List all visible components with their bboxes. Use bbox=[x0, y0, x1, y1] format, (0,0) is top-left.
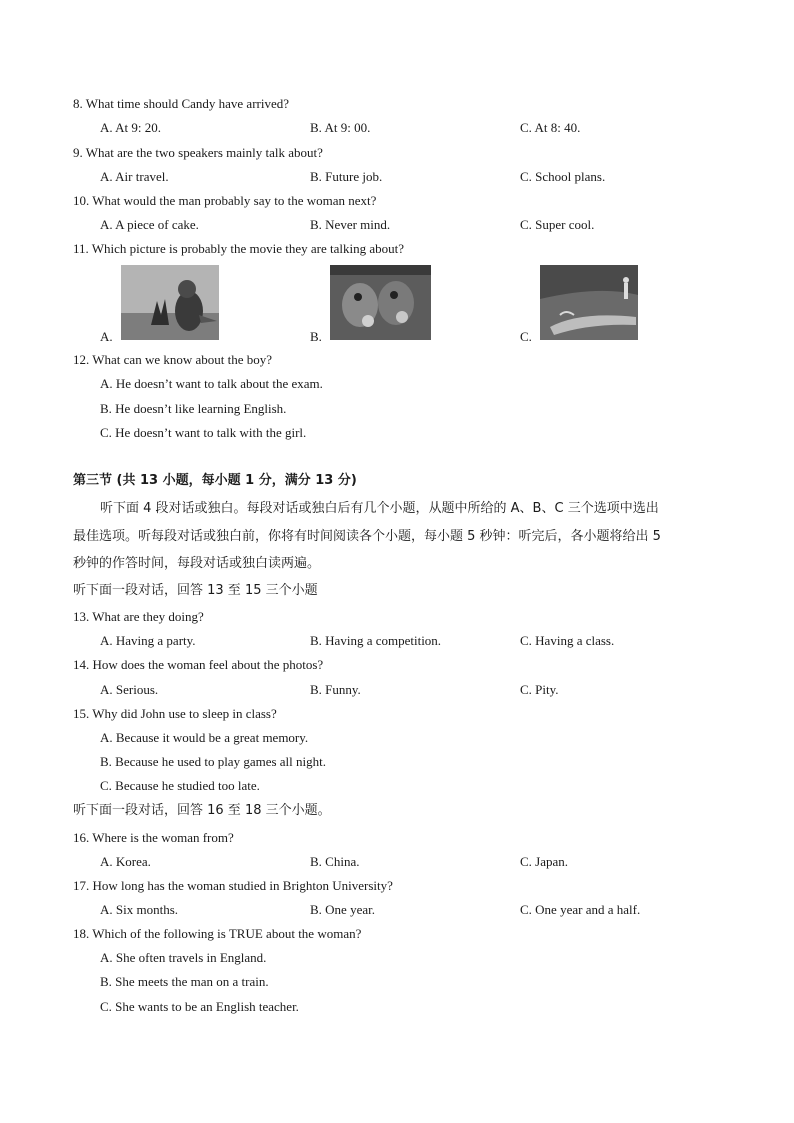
movie-still-a-image bbox=[121, 265, 219, 340]
question-17-stem: 17. How long has the woman studied in Brighton University? bbox=[73, 878, 393, 893]
question-16-stem: 16. Where is the woman from? bbox=[73, 830, 234, 845]
question-14-stem: 14. How does the woman feel about the photos? bbox=[73, 657, 324, 672]
section-3-instruction-line-3: 秒钟的作答时间，每段对话或独白读两遍。 bbox=[73, 556, 321, 571]
question-16-option-b: B. China. bbox=[310, 854, 360, 869]
question-8-option-b: B. At 9: 00. bbox=[310, 120, 371, 135]
group-1-instruction: 听下面一段对话，回答 13 至 15 三个小题 bbox=[73, 583, 318, 598]
question-13-option-a: A. Having a party. bbox=[100, 633, 196, 648]
question-17-option-c: C. One year and a half. bbox=[520, 902, 641, 917]
question-15-option-b: B. Because he used to play games all night. bbox=[100, 754, 327, 769]
question-8-option-c: C. At 8: 40. bbox=[520, 120, 581, 135]
question-15-option-a: A. Because it would be a great memory. bbox=[100, 730, 309, 745]
question-11-option-a: A. bbox=[100, 329, 113, 344]
question-10-stem: 10. What would the man probably say to the woman next? bbox=[73, 193, 377, 208]
question-11-option-b: B. bbox=[310, 329, 322, 344]
question-13-stem: 13. What are they doing? bbox=[73, 609, 204, 624]
question-18-option-c: C. She wants to be an English teacher. bbox=[100, 999, 299, 1014]
question-18-option-b: B. She meets the man on a train. bbox=[100, 974, 269, 989]
group-2-instruction: 听下面一段对话，回答 16 至 18 三个小题。 bbox=[73, 803, 331, 818]
question-8-option-a: A. At 9: 20. bbox=[100, 120, 162, 135]
question-10-option-a: A. A piece of cake. bbox=[100, 217, 199, 232]
question-16-option-a: A. Korea. bbox=[100, 854, 151, 869]
question-9-option-a: A. Air travel. bbox=[100, 169, 169, 184]
question-17-option-b: B. One year. bbox=[310, 902, 375, 917]
question-18-option-a: A. She often travels in England. bbox=[100, 950, 267, 965]
question-11-stem: 11. Which picture is probably the movie they are talking about? bbox=[73, 241, 405, 256]
section-3-instruction-line-2: 最佳选项。听每段对话或独白前，你将有时间阅读各个小题，每小题 5 秒钟：听完后，各小题将给出 5 bbox=[73, 529, 661, 544]
question-9-option-b: B. Future job. bbox=[310, 169, 383, 184]
question-13-option-c: C. Having a class. bbox=[520, 633, 615, 648]
question-15-option-c: C. Because he studied too late. bbox=[100, 778, 260, 793]
question-15-stem: 15. Why did John use to sleep in class? bbox=[73, 706, 277, 721]
question-10-option-c: C. Super cool. bbox=[520, 217, 595, 232]
question-17-option-a: A. Six months. bbox=[100, 902, 179, 917]
question-12-stem: 12. What can we know about the boy? bbox=[73, 352, 273, 367]
question-16-option-c: C. Japan. bbox=[520, 854, 569, 869]
question-14-option-c: C. Pity. bbox=[520, 682, 559, 697]
question-12-option-b: B. He doesn’t like learning English. bbox=[100, 401, 287, 416]
section-3-heading: 第三节 (共 13 小题，每小题 1 分，满分 13 分) bbox=[73, 473, 357, 488]
question-13-option-b: B. Having a competition. bbox=[310, 633, 442, 648]
question-9-option-c: C. School plans. bbox=[520, 169, 606, 184]
section-3-instruction-line-1: 听下面 4 段对话或独白。每段对话或独白后有几个小题，从题中所给的 A、B、C 三个选项中选出 bbox=[100, 501, 659, 516]
question-12-option-a: A. He doesn’t want to talk about the exam. bbox=[100, 376, 323, 391]
question-11-option-c: C. bbox=[520, 329, 532, 344]
question-9-stem: 9. What are the two speakers mainly talk about? bbox=[73, 145, 323, 160]
movie-still-b-image bbox=[330, 265, 431, 340]
question-14-option-b: B. Funny. bbox=[310, 682, 361, 697]
question-18-stem: 18. Which of the following is TRUE about the woman? bbox=[73, 926, 362, 941]
question-12-option-c: C. He doesn’t want to talk with the girl. bbox=[100, 425, 307, 440]
question-14-option-a: A. Serious. bbox=[100, 682, 159, 697]
question-10-option-b: B. Never mind. bbox=[310, 217, 391, 232]
movie-still-c-image bbox=[540, 265, 638, 340]
question-8-stem: 8. What time should Candy have arrived? bbox=[73, 96, 290, 111]
